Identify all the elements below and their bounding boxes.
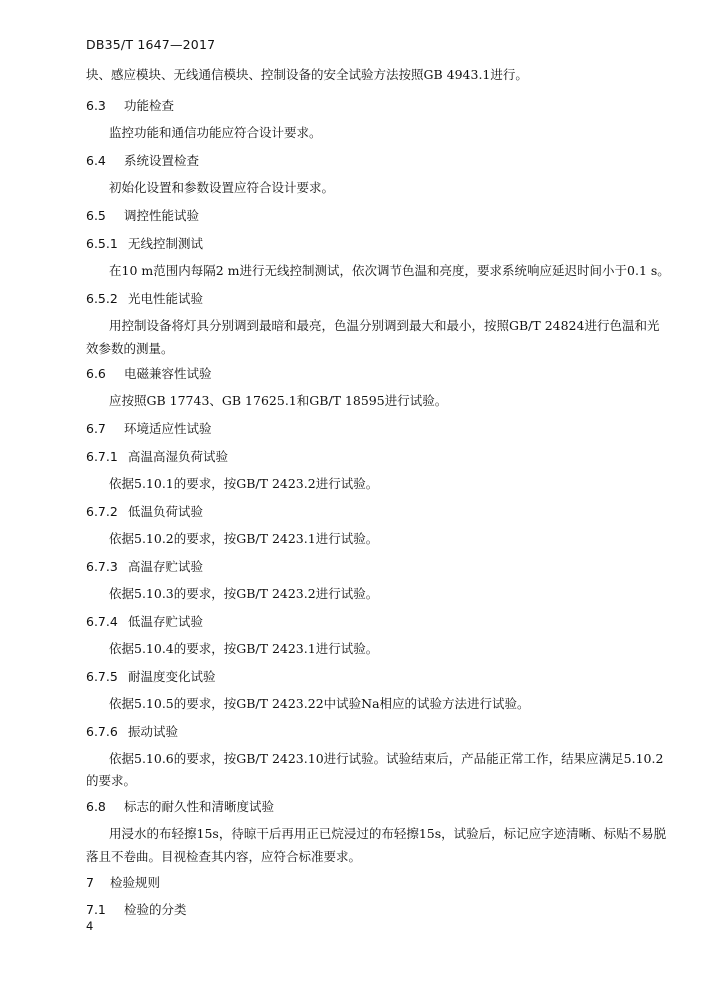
- section-title: 无线控制测试: [128, 236, 204, 251]
- section-title: 检验规则: [110, 875, 161, 890]
- section-heading-6-7: [86, 421, 676, 437]
- section-number: 6.7.5: [86, 669, 118, 684]
- section-title: 调控性能试验: [124, 208, 200, 223]
- body-text-line: 应按照GB 17743、GB 17625.1和GB/T 18595进行试验。: [109, 393, 448, 408]
- section-number: 7.1: [86, 902, 106, 917]
- section-number: 6.5.1: [86, 236, 118, 251]
- body-text-line: 的要求。: [86, 773, 137, 788]
- section-heading-6-7-1: [86, 449, 676, 465]
- section-title: 功能检查: [124, 98, 175, 113]
- section-title: 检验的分类: [124, 902, 187, 917]
- body-text-line: 块、感应模块、无线通信模块、控制设备的安全试验方法按照GB 4943.1进行。: [86, 67, 528, 82]
- section-title: 标志的耐久性和清晰度试验: [124, 799, 275, 814]
- section-number: 6.5.2: [86, 291, 118, 306]
- section-number: 6.7: [86, 421, 106, 436]
- body-text-line: 依据5.10.3的要求，按GB/T 2423.2进行试验。: [109, 586, 379, 601]
- section-title: 低温负荷试验: [128, 504, 204, 519]
- section-number: 6.4: [86, 153, 106, 168]
- section-number: 6.7.4: [86, 614, 118, 629]
- section-heading-6-7-5: [86, 669, 676, 685]
- body-text-line: 依据5.10.6的要求，按GB/T 2423.10进行试验。试验结束后，产品能正常工作，结果应满足5.10.2: [109, 751, 664, 766]
- body-text-line: 落且不卷曲。目视检查其内容，应符合标准要求。: [86, 849, 362, 864]
- section-heading-6-7-4: [86, 614, 676, 630]
- section-number: 7: [86, 875, 94, 890]
- section-title: 环境适应性试验: [124, 421, 212, 436]
- section-title: 振动试验: [128, 724, 179, 739]
- section-heading-6-7-6: [86, 724, 676, 740]
- section-heading-6-5: [86, 208, 676, 224]
- section-number: 6.3: [86, 98, 106, 113]
- section-title: 高温高湿负荷试验: [128, 449, 229, 464]
- section-heading-6-6: [86, 366, 676, 382]
- section-title: 电磁兼容性试验: [124, 366, 212, 381]
- section-number: 6.7.2: [86, 504, 118, 519]
- section-title: 高温存贮试验: [128, 559, 204, 574]
- section-heading-6-5-1: [86, 236, 676, 252]
- section-heading-6-4: [86, 153, 676, 169]
- body-text-line: 效参数的测量。: [86, 341, 174, 356]
- section-heading-6-3: [86, 98, 676, 114]
- section-heading-6-7-2: [86, 504, 676, 520]
- body-text-line: 用浸水的布轻擦15s，待晾干后再用正已烷浸过的布轻擦15s，试验后，标记应字迹清晰、标贴不易脱: [109, 826, 667, 841]
- section-heading-6-7-3: [86, 559, 676, 575]
- section-title: 低温存贮试验: [128, 614, 204, 629]
- body-text-line: 依据5.10.1的要求，按GB/T 2423.2进行试验。: [109, 476, 379, 491]
- section-number: 6.7.6: [86, 724, 118, 739]
- section-title: 光电性能试验: [128, 291, 204, 306]
- section-title: 耐温度变化试验: [128, 669, 216, 684]
- body-text-line: 依据5.10.2的要求，按GB/T 2423.1进行试验。: [109, 531, 379, 546]
- body-text-line: 监控功能和通信功能应符合设计要求。: [109, 125, 322, 140]
- section-number: 6.8: [86, 799, 106, 814]
- section-number: 6.6: [86, 366, 106, 381]
- section-number: 6.5: [86, 208, 106, 223]
- body-text-line: 在10 m范围内每隔2 m进行无线控制测试，依次调节色温和亮度，要求系统响应延迟时间小于0.1 s。: [109, 263, 670, 278]
- section-heading-6-8: [86, 799, 676, 815]
- body-text-line: 依据5.10.4的要求，按GB/T 2423.1进行试验。: [109, 641, 379, 656]
- section-heading-6-5-2: [86, 291, 676, 307]
- page-number: 4: [86, 919, 94, 933]
- section-number: 6.7.3: [86, 559, 118, 574]
- chapter-heading-7: [86, 875, 676, 891]
- body-text-line: 初始化设置和参数设置应符合设计要求。: [109, 180, 335, 195]
- section-title: 系统设置检查: [124, 153, 200, 168]
- section-number: 6.7.1: [86, 449, 118, 464]
- section-heading-7-1: [86, 902, 676, 918]
- body-text-line: 用控制设备将灯具分别调到最暗和最亮，色温分别调到最大和最小，按照GB/T 24824进行色温和光: [109, 318, 660, 333]
- body-text-line: 依据5.10.5的要求，按GB/T 2423.22中试验Na相应的试验方法进行试验。: [109, 696, 530, 711]
- standard-code-header: DB35/T 1647—2017: [86, 37, 216, 52]
